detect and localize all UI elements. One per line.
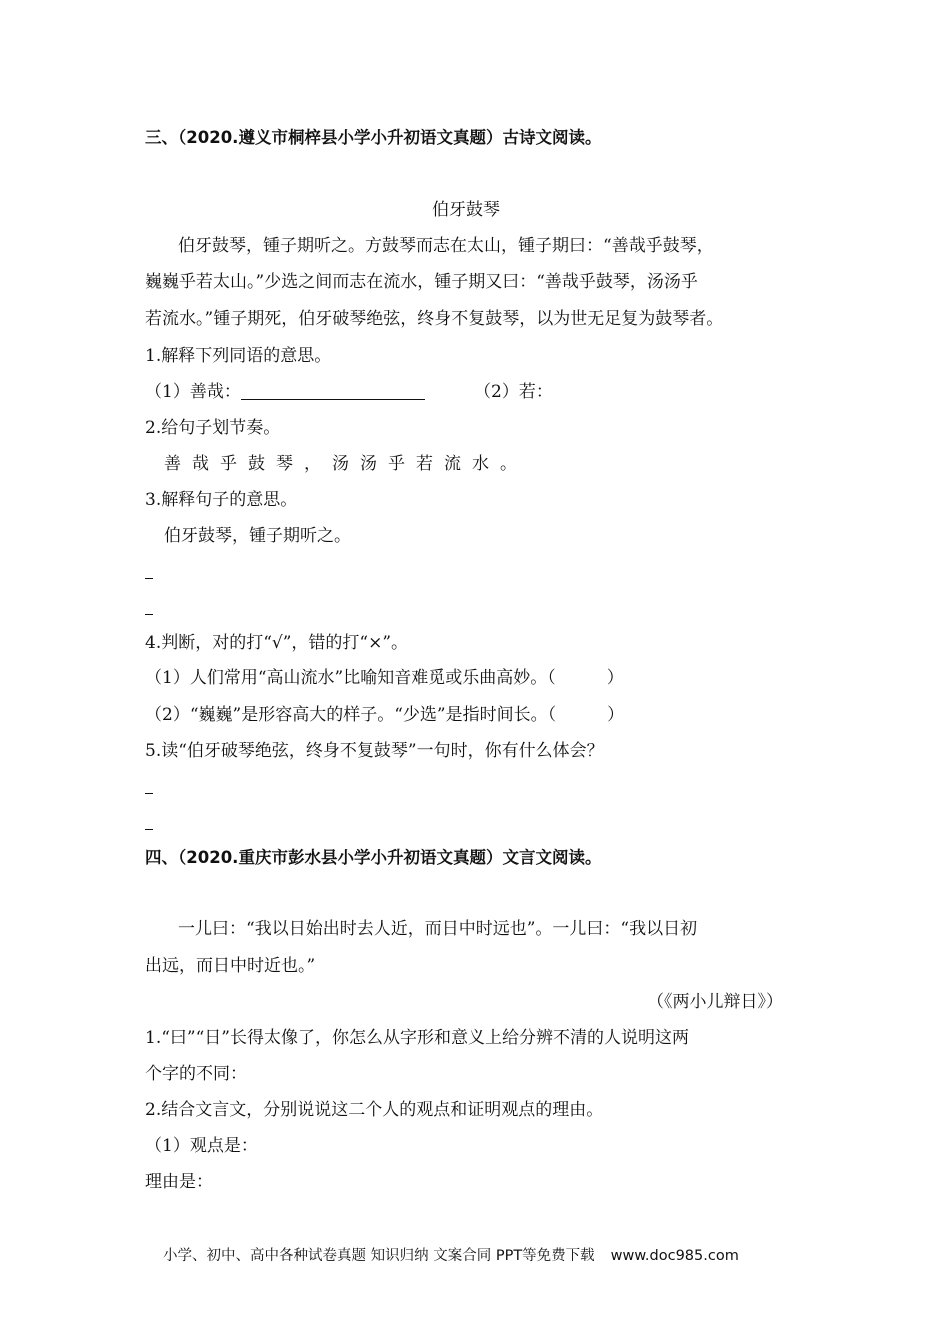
question-1-item-1 [145,381,425,403]
question-3: 3.解释句子的意思。 [145,490,298,510]
question-1: 1.解释下列同语的意思。 [145,346,332,366]
question-2: 2.给句子划节奏。 [145,418,281,438]
section-4-question-1-line-2: 个字的不同： [145,1064,247,1084]
section-4-question-2-item-1: （1）观点是： [145,1136,258,1156]
answer-line [145,578,153,579]
section-4-question-2: 2.结合文言文，分别说说这二个人的观点和证明观点的理由。 [145,1100,604,1120]
section-4-heading: 四、（2020.重庆市彭水县小学小升初语文真题）文言文阅读。 [145,848,602,867]
question-4: 4.判断，对的打“√”，错的打“×”。 [145,633,409,653]
passage-line-3: 若流水。”锺子期死，伯牙破琴绝弦，终身不复鼓琴，以为世无足复为鼓琴者。 [145,309,724,329]
answer-blank[interactable] [241,383,425,400]
footer [163,1244,739,1265]
answer-line [145,614,153,615]
footer-text: 小学、初中、高中各种试卷真题 知识归纳 文案合同 PPT等免费下载 [163,1248,595,1264]
question-2-sentence: 善哉乎鼓琴，汤汤乎若流水。 [164,454,528,474]
question-1-item-2: （2）若： [474,382,553,402]
section-4-question-1-line-1: 1.“曰”“日”长得太像了，你怎么从字形和意义上给分辨不清的人说明这两 [145,1028,689,1048]
question-1-item-1-label: （1）善哉： [145,382,241,402]
footer-url[interactable]: www.doc985.com [610,1248,739,1264]
question-4-item-1: （1）人们常用“高山流水”比喻知音难觅或乐曲高妙。（ ） [145,668,624,688]
question-4-item-2: （2）“巍巍”是形容高大的样子。“少选”是指时间长。（ ） [145,705,625,725]
question-5: 5.读“伯牙破琴绝弦，终身不复鼓琴”一句时，你有什么体会？ [145,741,604,761]
classical-passage-line-2: 出远，而日中时近也。” [145,956,316,976]
question-3-sentence: 伯牙鼓琴，锺子期听之。 [164,526,351,546]
section-3-heading: 三、（2020.遵义市桐梓县小学小升初语文真题）古诗文阅读。 [145,128,602,147]
answer-line [145,829,153,830]
section-4-question-2-reason: 理由是： [145,1172,213,1192]
passage-source: （《两小儿辩日》） [647,992,783,1012]
passage-line-2: 巍巍乎若太山。”少选之间而志在流水，锺子期又曰：“善哉乎鼓琴，汤汤乎 [145,272,698,292]
poem-title: 伯牙鼓琴 [432,200,500,220]
classical-passage-line-1: 一儿曰：“我以日始出时去人近，而日中时远也”。一儿曰：“我以日初 [178,919,698,939]
passage-line-1: 伯牙鼓琴，锺子期听之。方鼓琴而志在太山，锺子期曰：“善哉乎鼓琴， [178,236,714,256]
answer-line [145,793,153,794]
